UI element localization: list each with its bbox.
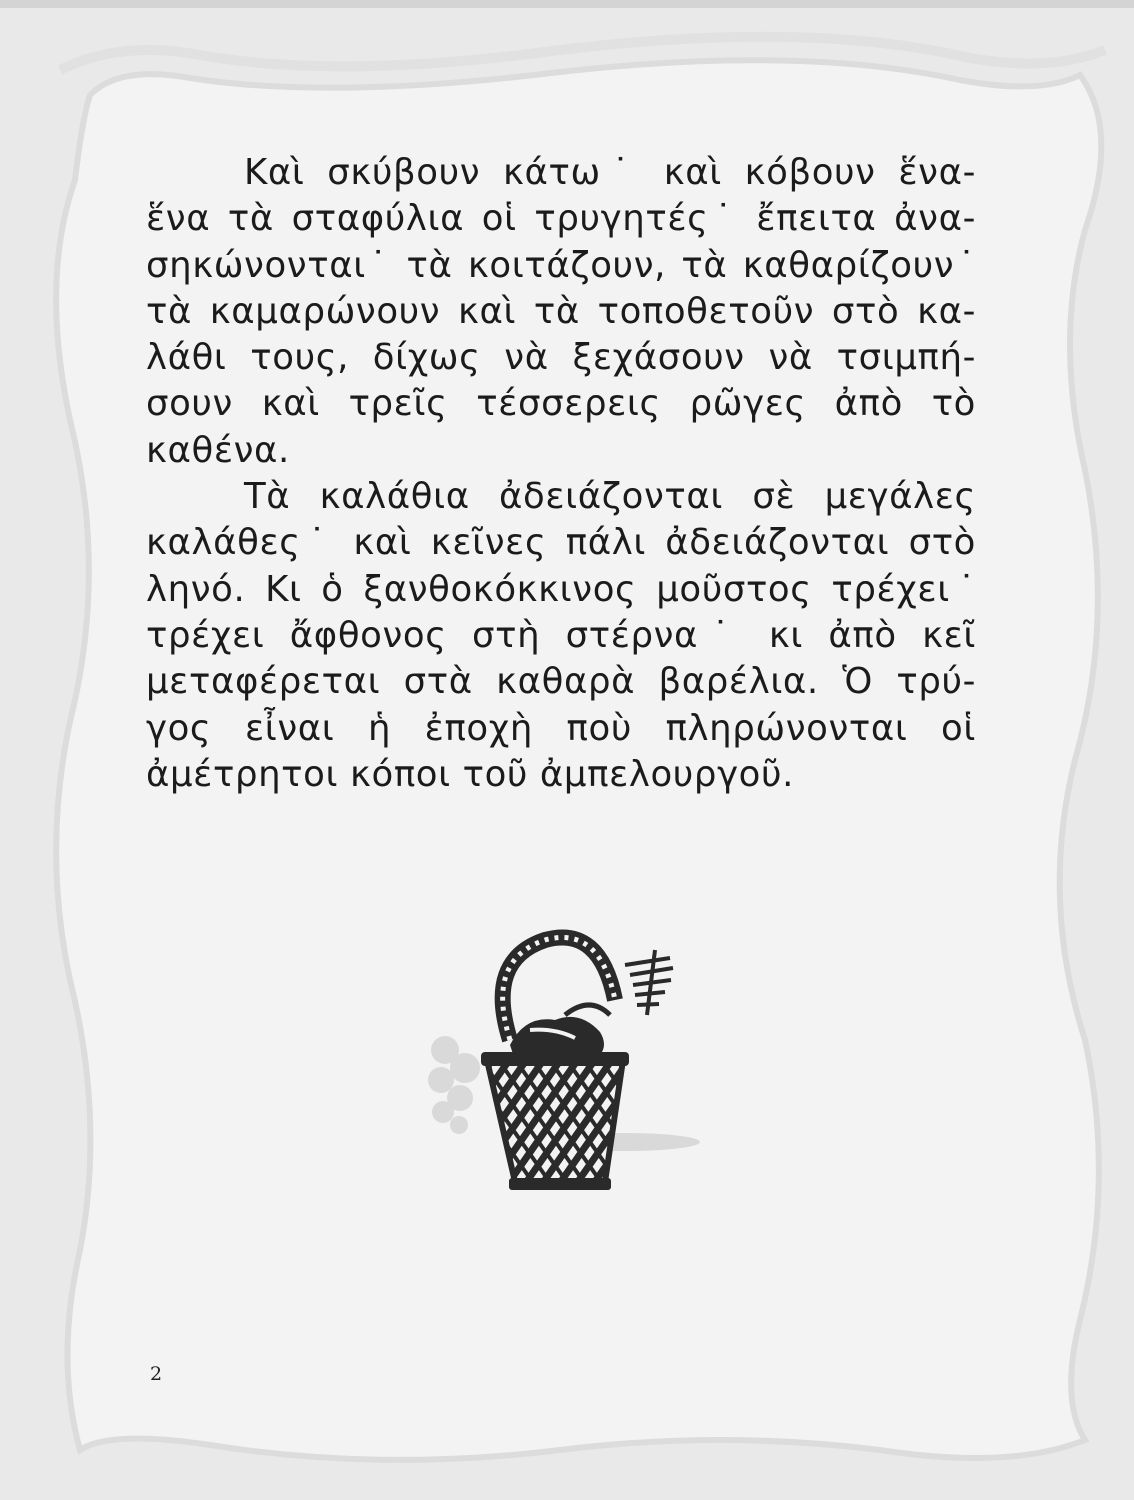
body-text [146, 150, 976, 798]
text-line: λάθι τους, δίχως νὰ ξεχάσουν νὰ τσιμπή- [146, 337, 976, 379]
leaf [625, 950, 673, 1015]
page-number: 2 [150, 1363, 163, 1385]
text-line: καθένα. [146, 429, 290, 471]
text-line: μεταφέρεται στὰ καθαρὰ βαρέλια. Ὁ τρύ- [146, 661, 976, 703]
grape-basket-icon [415, 920, 715, 1210]
text-line: γος εἶναι ἡ ἐποχὴ ποὺ πληρώνονται οἱ [146, 707, 976, 749]
text-line: ἀμέτρητοι κόποι τοῦ ἀμπελουργοῦ. [146, 753, 795, 795]
text-line: ἕνα τὰ σταφύλια οἱ τρυγητές˙ ἔπειτα ἀνα- [146, 198, 976, 240]
text-line: τρέχει ἄφθονος στὴ στέρνα˙ κι ἀπὸ κεῖ [146, 614, 976, 656]
text-line: Καὶ σκύβουν κάτω˙ καὶ κόβουν ἕνα- [244, 152, 976, 193]
text-line: τὰ καμαρώνουν καὶ τὰ τοποθετοῦν στὸ κα- [146, 290, 976, 332]
text-line: Τὰ καλάθια ἀδειάζονται σὲ μεγάλες [244, 476, 976, 518]
text-line: σουν καὶ τρεῖς τέσσερεις ρῶγες ἀπὸ τὸ [146, 383, 976, 425]
text-line: καλάθες˙ καὶ κεῖνες πάλι ἀδειάζονται στὸ [146, 522, 976, 564]
text-line: ληνό. Κι ὁ ξανθοκόκκινος μοῦστος τρέχει˙ [146, 568, 976, 610]
paragraph-2 [146, 474, 976, 798]
text-line: σηκώνονται˙ τὰ κοιτάζουν, τὰ καθαρίζουν˙ [146, 244, 976, 286]
paragraph-1 [146, 150, 976, 474]
